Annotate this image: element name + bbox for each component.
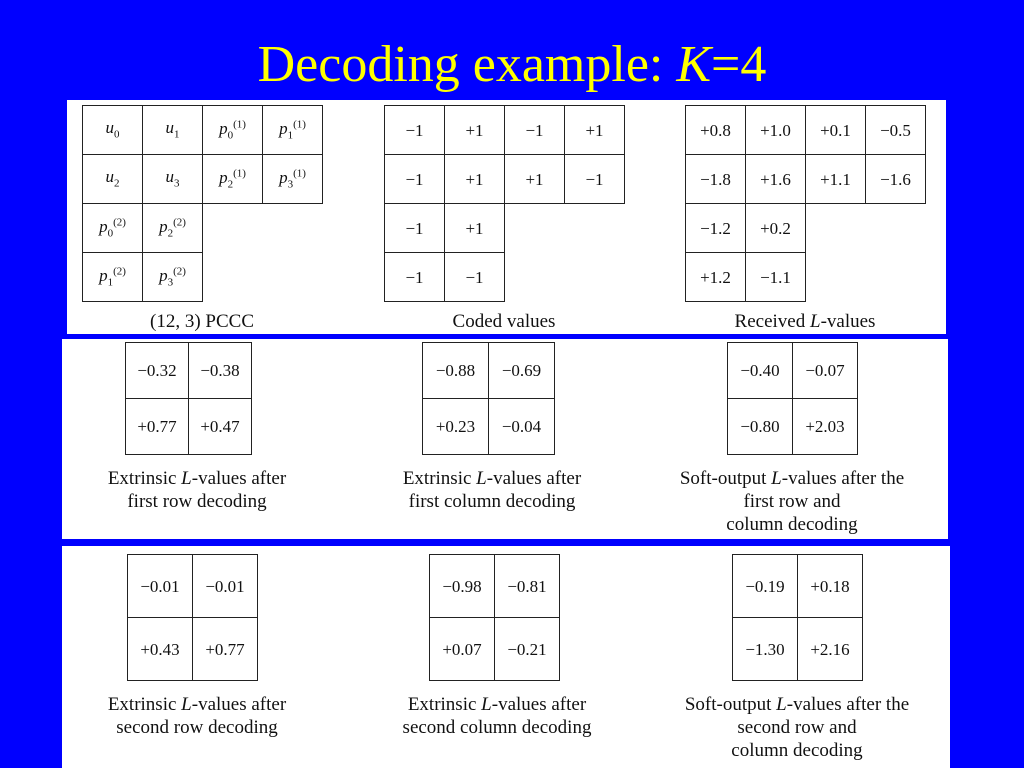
table-row bbox=[423, 399, 555, 455]
symbol-cell bbox=[143, 106, 203, 155]
value-cell: −1.1 bbox=[746, 253, 806, 302]
symbol: $p_1^{(2)}$ bbox=[99, 264, 126, 289]
symbol-cell bbox=[203, 106, 263, 155]
symbol: $u_0$ bbox=[105, 118, 120, 141]
coded-values-table bbox=[384, 105, 625, 302]
second-column-extrinsic-caption: Extrinsic L-values after second column decoding bbox=[402, 694, 592, 738]
value-cell: −0.98 bbox=[430, 555, 495, 618]
value-cell: +1 bbox=[565, 106, 625, 155]
symbol: $p_1^{(1)}$ bbox=[279, 117, 306, 142]
table-row bbox=[83, 155, 323, 204]
first-column-extrinsic-table bbox=[422, 342, 555, 455]
value-cell: +1 bbox=[445, 106, 505, 155]
symbol: $p_2^{(2)}$ bbox=[159, 215, 186, 240]
symbol-cell bbox=[203, 155, 263, 204]
value-cell: +0.23 bbox=[423, 399, 489, 455]
received-values-caption: Received L-values bbox=[734, 311, 876, 332]
table-row bbox=[686, 204, 926, 253]
value-cell: +2.03 bbox=[793, 399, 858, 455]
value-cell: −1 bbox=[385, 253, 445, 302]
value-cell: +1.6 bbox=[746, 155, 806, 204]
received-values-table bbox=[685, 105, 926, 302]
value-cell: −0.01 bbox=[193, 555, 258, 618]
symbol: $p_0^{(2)}$ bbox=[99, 215, 126, 240]
value-cell: −0.88 bbox=[423, 343, 489, 399]
symbol: $p_2^{(1)}$ bbox=[219, 166, 246, 191]
symbol-cell bbox=[263, 155, 323, 204]
symbol: $p_3^{(2)}$ bbox=[159, 264, 186, 289]
symbol-cell bbox=[83, 253, 143, 302]
table-row bbox=[385, 106, 625, 155]
value-cell: −1 bbox=[445, 253, 505, 302]
symbol-cell bbox=[83, 106, 143, 155]
coded-values-caption: Coded values bbox=[452, 311, 556, 332]
value-cell: +0.8 bbox=[686, 106, 746, 155]
value-cell: +0.77 bbox=[126, 399, 189, 455]
empty-cell bbox=[203, 253, 263, 302]
table-row bbox=[733, 618, 863, 681]
symbol: $u_3$ bbox=[165, 167, 180, 190]
value-cell: −0.81 bbox=[495, 555, 560, 618]
symbol-cell bbox=[83, 204, 143, 253]
pccc-caption: (12, 3) PCCC bbox=[150, 311, 254, 332]
first-iteration-panel bbox=[62, 339, 948, 539]
value-cell: −1 bbox=[505, 106, 565, 155]
value-cell: −0.38 bbox=[189, 343, 252, 399]
first-column-extrinsic-caption: Extrinsic L-values after first column decoding bbox=[402, 468, 582, 512]
table-row bbox=[423, 343, 555, 399]
value-cell: +0.2 bbox=[746, 204, 806, 253]
symbol-cell bbox=[83, 155, 143, 204]
table-row bbox=[728, 399, 858, 455]
empty-cell bbox=[866, 253, 926, 302]
symbol-cell bbox=[143, 155, 203, 204]
second-column-extrinsic-table bbox=[429, 554, 560, 681]
table-row bbox=[728, 343, 858, 399]
table-row bbox=[128, 618, 258, 681]
first-row-extrinsic-table bbox=[125, 342, 252, 455]
empty-cell bbox=[806, 253, 866, 302]
table-row bbox=[385, 253, 625, 302]
value-cell: +1.1 bbox=[806, 155, 866, 204]
value-cell: −1.2 bbox=[686, 204, 746, 253]
value-cell: +1.0 bbox=[746, 106, 806, 155]
value-cell: −0.40 bbox=[728, 343, 793, 399]
value-cell: +1.2 bbox=[686, 253, 746, 302]
second-soft-output-table bbox=[732, 554, 863, 681]
empty-cell bbox=[866, 204, 926, 253]
second-row-extrinsic-caption: Extrinsic L-values after second row decoding bbox=[107, 694, 287, 738]
pccc-structure-table bbox=[82, 105, 323, 302]
symbol-cell bbox=[263, 106, 323, 155]
first-soft-output-caption: Soft-output L-values after the first row and column decoding bbox=[679, 468, 905, 535]
value-cell: −0.19 bbox=[733, 555, 798, 618]
table-row bbox=[385, 204, 625, 253]
value-cell: +1 bbox=[505, 155, 565, 204]
empty-cell bbox=[565, 204, 625, 253]
table-row bbox=[83, 204, 323, 253]
value-cell: +0.07 bbox=[430, 618, 495, 681]
value-cell: −1.8 bbox=[686, 155, 746, 204]
symbol: $p_0^{(1)}$ bbox=[219, 117, 246, 142]
second-iteration-panel bbox=[62, 546, 950, 768]
table-row bbox=[83, 106, 323, 155]
table-row bbox=[686, 155, 926, 204]
value-cell: +0.77 bbox=[193, 618, 258, 681]
symbol: $p_3^{(1)}$ bbox=[279, 166, 306, 191]
empty-cell bbox=[505, 204, 565, 253]
first-soft-output-table bbox=[727, 342, 858, 455]
table-row bbox=[733, 555, 863, 618]
empty-cell bbox=[505, 253, 565, 302]
table-row bbox=[126, 399, 252, 455]
value-cell: −0.5 bbox=[866, 106, 926, 155]
value-cell: −0.04 bbox=[489, 399, 555, 455]
value-cell: +1 bbox=[445, 155, 505, 204]
pccc-panel bbox=[67, 100, 946, 334]
empty-cell bbox=[806, 204, 866, 253]
value-cell: +2.16 bbox=[798, 618, 863, 681]
value-cell: −0.32 bbox=[126, 343, 189, 399]
table-row bbox=[430, 618, 560, 681]
first-row-extrinsic-caption: Extrinsic L-values after first row decoding bbox=[107, 468, 287, 512]
value-cell: −0.80 bbox=[728, 399, 793, 455]
second-row-extrinsic-table bbox=[127, 554, 258, 681]
symbol: $u_2$ bbox=[105, 167, 120, 190]
value-cell: −1.30 bbox=[733, 618, 798, 681]
value-cell: −1.6 bbox=[866, 155, 926, 204]
table-row bbox=[385, 155, 625, 204]
table-row bbox=[83, 253, 323, 302]
empty-cell bbox=[263, 204, 323, 253]
value-cell: +0.18 bbox=[798, 555, 863, 618]
value-cell: +0.47 bbox=[189, 399, 252, 455]
empty-cell bbox=[203, 204, 263, 253]
value-cell: −0.07 bbox=[793, 343, 858, 399]
value-cell: −0.69 bbox=[489, 343, 555, 399]
value-cell: +0.43 bbox=[128, 618, 193, 681]
value-cell: −1 bbox=[385, 106, 445, 155]
value-cell: −1 bbox=[565, 155, 625, 204]
table-row bbox=[686, 253, 926, 302]
table-row bbox=[686, 106, 926, 155]
symbol-cell bbox=[143, 204, 203, 253]
table-row bbox=[430, 555, 560, 618]
value-cell: +0.1 bbox=[806, 106, 866, 155]
second-soft-output-caption: Soft-output L-values after the second row and column decoding bbox=[684, 694, 910, 761]
empty-cell bbox=[263, 253, 323, 302]
symbol: $u_1$ bbox=[165, 118, 180, 141]
symbol-cell bbox=[143, 253, 203, 302]
value-cell: −0.01 bbox=[128, 555, 193, 618]
table-row bbox=[126, 343, 252, 399]
value-cell: −0.21 bbox=[495, 618, 560, 681]
slide-title: Decoding example: K=4 bbox=[257, 36, 767, 93]
value-cell: −1 bbox=[385, 204, 445, 253]
empty-cell bbox=[565, 253, 625, 302]
table-row bbox=[128, 555, 258, 618]
value-cell: +1 bbox=[445, 204, 505, 253]
value-cell: −1 bbox=[385, 155, 445, 204]
